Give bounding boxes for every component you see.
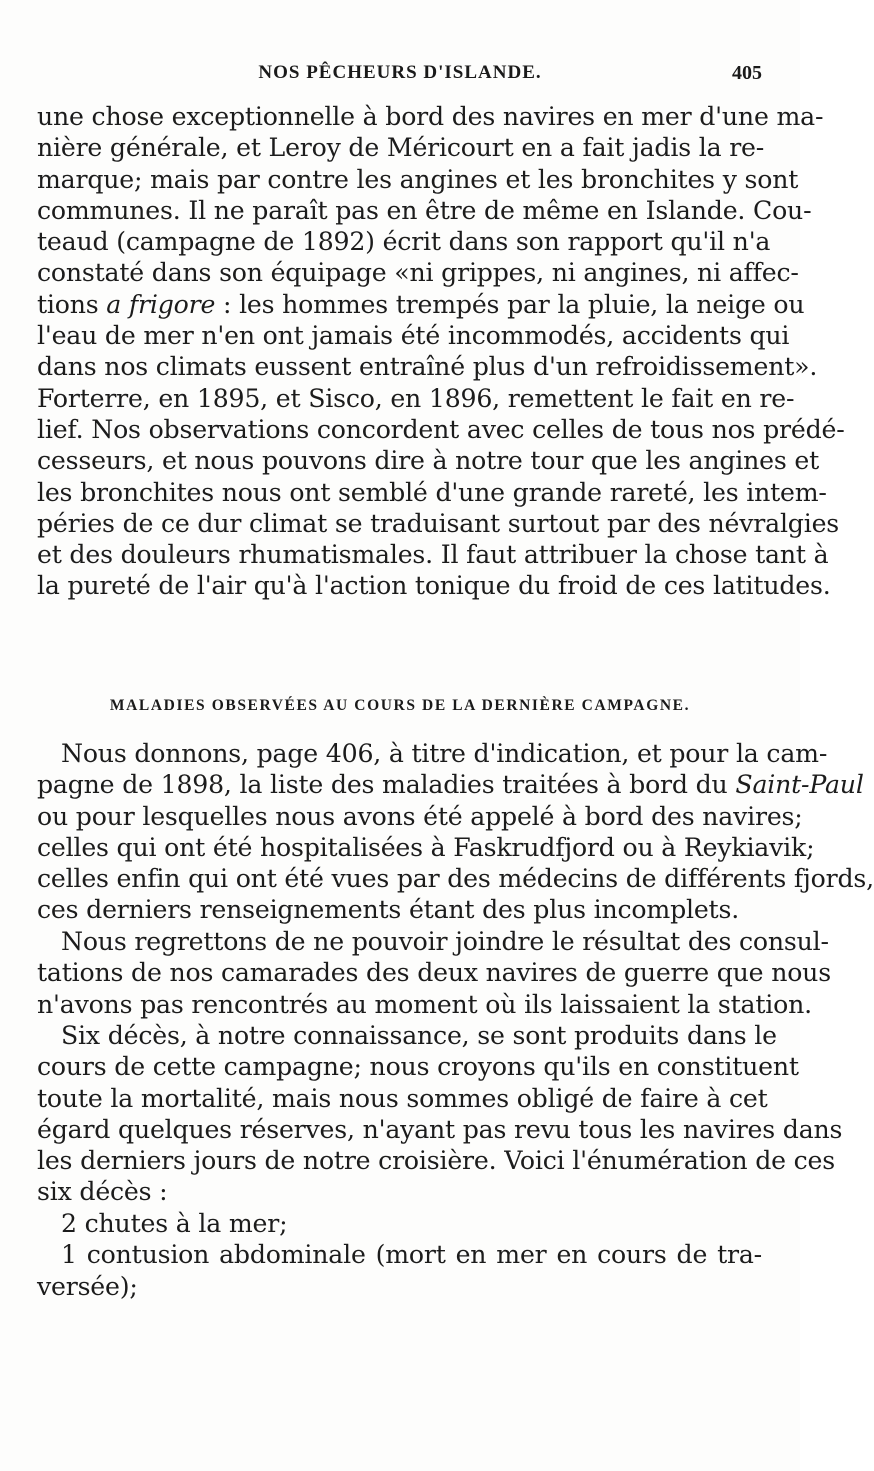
running-title: NOS PÊCHEURS D'ISLANDE. [258, 62, 542, 83]
text-line: les bronchites nous ont semblé d'une grande rareté, les intem- [37, 477, 827, 507]
text-line: teaud (campagne de 1892) écrit dans son rapport qu'il n'a [37, 227, 771, 257]
text-line: tions a frigore : les hommes trempés par la pluie, la neige ou [37, 289, 805, 319]
page-number: 405 [732, 62, 762, 84]
text-line: celles qui ont été hospitalisées à Faskrudfjord ou à Reykiavik; [37, 832, 815, 862]
text-line: Nous regrettons de ne pouvoir joindre le résultat des consul- [61, 927, 829, 956]
running-head [0, 62, 800, 92]
text-line: nière générale, et Leroy de Méricourt en a fait jadis la re- [37, 133, 765, 163]
text-line: ces derniers renseignements étant des plus incomplets. [37, 895, 740, 925]
text-line: constaté dans son équipage «ni grippes, ni angines, ni affec- [37, 258, 799, 288]
text-line: marque; mais par contre les angines et les bronchites y sont [37, 164, 799, 194]
text-line: Six décès, à notre connaissance, se sont produits dans le [61, 1021, 777, 1050]
text-line: communes. Il ne paraît pas en être de même en Islande. Cou- [37, 195, 812, 225]
text-line: Forterre, en 1895, et Sisco, en 1896, remettent le fait en re- [37, 383, 795, 413]
paragraph-3 [37, 926, 831, 1020]
text-line: dans nos climats eussent entraîné plus d'un refroidissement». [37, 352, 818, 382]
text-line: cours de cette campagne; nous croyons qu'ils en constituent [37, 1052, 799, 1082]
text-line: ou pour lesquelles nous avons été appelé à bord des navires; [37, 801, 803, 831]
text-line: six décès : [37, 1177, 168, 1207]
list-item: 1 contusion abdominale (mort en mer en cours de tra- [61, 1240, 762, 1270]
section-heading: MALADIES OBSERVÉES AU COURS DE LA DERNIÈRE CAMPAGNE. [109, 697, 691, 714]
text-line: cesseurs, et nous pouvons dire à notre tour que les angines et [37, 446, 820, 476]
text-line: tations de nos camarades des deux navires de guerre que nous [37, 958, 831, 988]
text-line: les derniers jours de notre croisière. Voici l'énumération de ces [37, 1146, 835, 1176]
text-line: n'avons pas rencontrés au moment où ils laissaient la station. [37, 989, 812, 1019]
text-line: l'eau de mer n'en ont jamais été incommodés, accidents qui [37, 321, 790, 351]
text-line: pagne de 1898, la liste des maladies traitées à bord du Saint-Paul [37, 770, 864, 800]
list-item: 2 chutes à la mer; [61, 1209, 288, 1238]
list-item: versée); [37, 1271, 138, 1301]
paragraph-4 [37, 1020, 843, 1208]
paragraph-2 [37, 738, 874, 926]
text-line: la pureté de l'air qu'à l'action tonique du froid de ces latitudes. [37, 571, 831, 601]
text-line: péries de ce dur climat se traduisant surtout par des névralgies [37, 508, 840, 538]
text-line: égard quelques réserves, n'ayant pas revu tous les navires dans [37, 1114, 843, 1144]
text-line: une chose exceptionnelle à bord des navires en mer d'une ma- [37, 102, 824, 131]
text-line: Nous donnons, page 406, à titre d'indication, et pour la cam- [61, 739, 828, 768]
text-line: celles enfin qui ont été vues par des médecins de différents fjords, [37, 864, 874, 894]
text-line: lief. Nos observations concordent avec celles de tous nos prédé- [37, 414, 845, 444]
death-list [37, 1208, 762, 1302]
text-line: toute la mortalité, mais nous sommes obligé de faire à cet [37, 1083, 768, 1113]
text-line: et des douleurs rhumatismales. Il faut attribuer la chose tant à [37, 540, 829, 570]
paragraph-1 [37, 101, 845, 602]
